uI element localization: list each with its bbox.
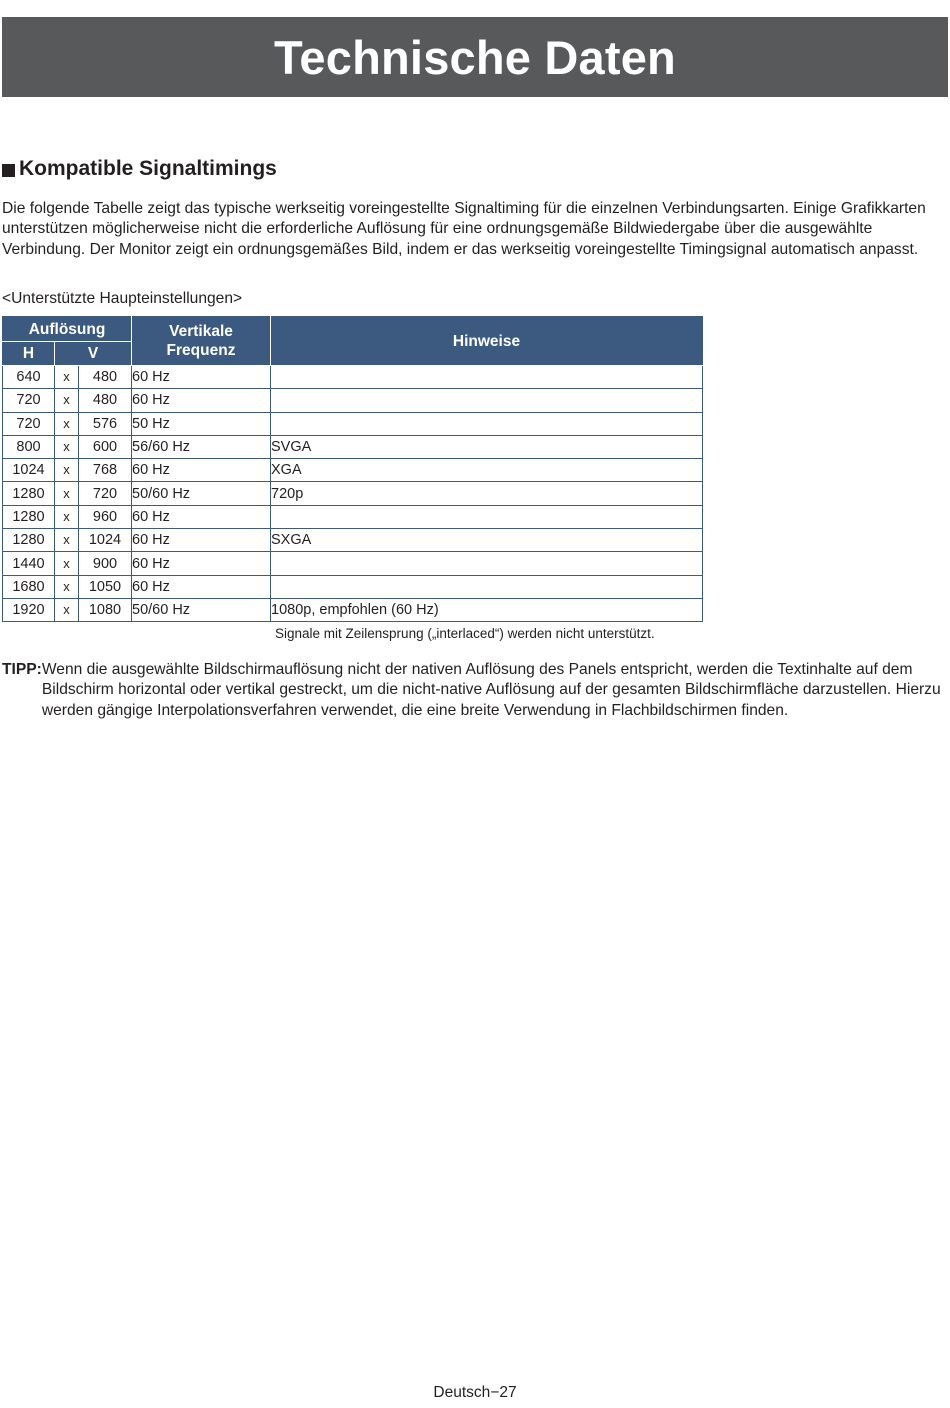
cell-frequency: 60 Hz	[132, 552, 271, 575]
cell-note	[271, 575, 703, 598]
cell-v: 768	[79, 459, 132, 482]
cell-frequency: 56/60 Hz	[132, 435, 271, 458]
cell-note: XGA	[271, 459, 703, 482]
cell-note	[271, 366, 703, 389]
cell-v: 480	[79, 366, 132, 389]
cell-h: 800	[3, 435, 55, 458]
header-v: V	[55, 342, 132, 366]
intro-paragraph: Die folgende Tabelle zeigt das typische werkseitig voreingestellte Signaltiming für die einzelnen Verbindungsarten. Einige Grafikkarten unterstützen möglicherweise nicht die erforderliche Auflösung für eine ordnungsgemäße Bildwiedergabe über die ausgewählte Verbindung. Der Monitor zeigt ein ordnungsgemäßes Bild, indem er das werkseitig voreingestellte Timingsignal automatisch anpasst.	[2, 200, 926, 258]
header-resolution: Auflösung	[3, 317, 132, 342]
section-title-text: Kompatible Signaltimings	[19, 157, 277, 180]
table-row	[3, 366, 703, 389]
table-row	[3, 482, 703, 505]
cell-frequency: 60 Hz	[132, 575, 271, 598]
cell-h: 720	[3, 412, 55, 435]
cell-frequency: 50 Hz	[132, 412, 271, 435]
cell-x: x	[55, 389, 79, 412]
table-row	[3, 412, 703, 435]
header-frequency-line1: Vertikale	[169, 323, 233, 340]
cell-v: 960	[79, 505, 132, 528]
table-row	[3, 598, 703, 621]
header-frequency-line2: Frequenz	[166, 342, 236, 359]
cell-x: x	[55, 575, 79, 598]
table-row	[3, 505, 703, 528]
cell-frequency: 50/60 Hz	[132, 482, 271, 505]
cell-frequency: 60 Hz	[132, 366, 271, 389]
cell-x: x	[55, 435, 79, 458]
cell-h: 640	[3, 366, 55, 389]
square-bullet-icon	[2, 164, 15, 177]
cell-v: 480	[79, 389, 132, 412]
cell-x: x	[55, 505, 79, 528]
header-h: H	[3, 342, 55, 366]
cell-v: 900	[79, 552, 132, 575]
table-row	[3, 459, 703, 482]
signal-timings-table	[2, 316, 703, 622]
header-notes: Hinweise	[271, 317, 703, 366]
cell-v: 600	[79, 435, 132, 458]
cell-h: 1280	[3, 482, 55, 505]
cell-frequency: 60 Hz	[132, 505, 271, 528]
cell-note: SVGA	[271, 435, 703, 458]
cell-h: 1680	[3, 575, 55, 598]
cell-note	[271, 505, 703, 528]
table-subheading: <Unterstützte Haupteinstellungen>	[2, 290, 243, 307]
cell-x: x	[55, 598, 79, 621]
table-row	[3, 529, 703, 552]
page-title: Technische Daten	[274, 30, 676, 84]
page-number: Deutsch−27	[433, 1384, 517, 1401]
cell-h: 1280	[3, 505, 55, 528]
cell-x: x	[55, 552, 79, 575]
header-bar	[2, 17, 948, 97]
cell-note	[271, 389, 703, 412]
table-row	[3, 575, 703, 598]
table-row	[3, 435, 703, 458]
cell-x: x	[55, 482, 79, 505]
cell-h: 720	[3, 389, 55, 412]
cell-v: 720	[79, 482, 132, 505]
cell-v: 1080	[79, 598, 132, 621]
header-vertical-frequency	[132, 317, 271, 366]
cell-x: x	[55, 529, 79, 552]
cell-frequency: 60 Hz	[132, 459, 271, 482]
cell-h: 1024	[3, 459, 55, 482]
table-row	[3, 389, 703, 412]
cell-x: x	[55, 366, 79, 389]
cell-v: 1050	[79, 575, 132, 598]
section-title	[2, 157, 277, 181]
tip-label: TIPP:	[2, 661, 42, 678]
cell-frequency: 60 Hz	[132, 389, 271, 412]
cell-h: 1920	[3, 598, 55, 621]
cell-x: x	[55, 412, 79, 435]
cell-note: SXGA	[271, 529, 703, 552]
cell-x: x	[55, 459, 79, 482]
cell-note: 720p	[271, 482, 703, 505]
table-footnote: Signale mit Zeilensprung („interlaced“) werden nicht unterstützt.	[275, 626, 655, 641]
cell-note	[271, 552, 703, 575]
cell-v: 576	[79, 412, 132, 435]
cell-frequency: 50/60 Hz	[132, 598, 271, 621]
cell-note	[271, 412, 703, 435]
table-row	[3, 552, 703, 575]
tip-text: Wenn die ausgewählte Bildschirmauflösung nicht der nativen Auflösung des Panels entspricht, werden die Textinhalte auf dem Bildschirm horizontal oder vertikal gestreckt, um die nicht-native Auflösung auf der gesamten Bildschirmfläche darzustellen. Hierzu werden gängige Interpolationsverfahren verwendet, die eine breite Verwendung in Flachbildschirmen finden.	[41, 661, 941, 719]
cell-note: 1080p, empfohlen (60 Hz)	[271, 598, 703, 621]
cell-h: 1280	[3, 529, 55, 552]
tip-block	[2, 660, 944, 721]
cell-h: 1440	[3, 552, 55, 575]
cell-v: 1024	[79, 529, 132, 552]
cell-frequency: 60 Hz	[132, 529, 271, 552]
